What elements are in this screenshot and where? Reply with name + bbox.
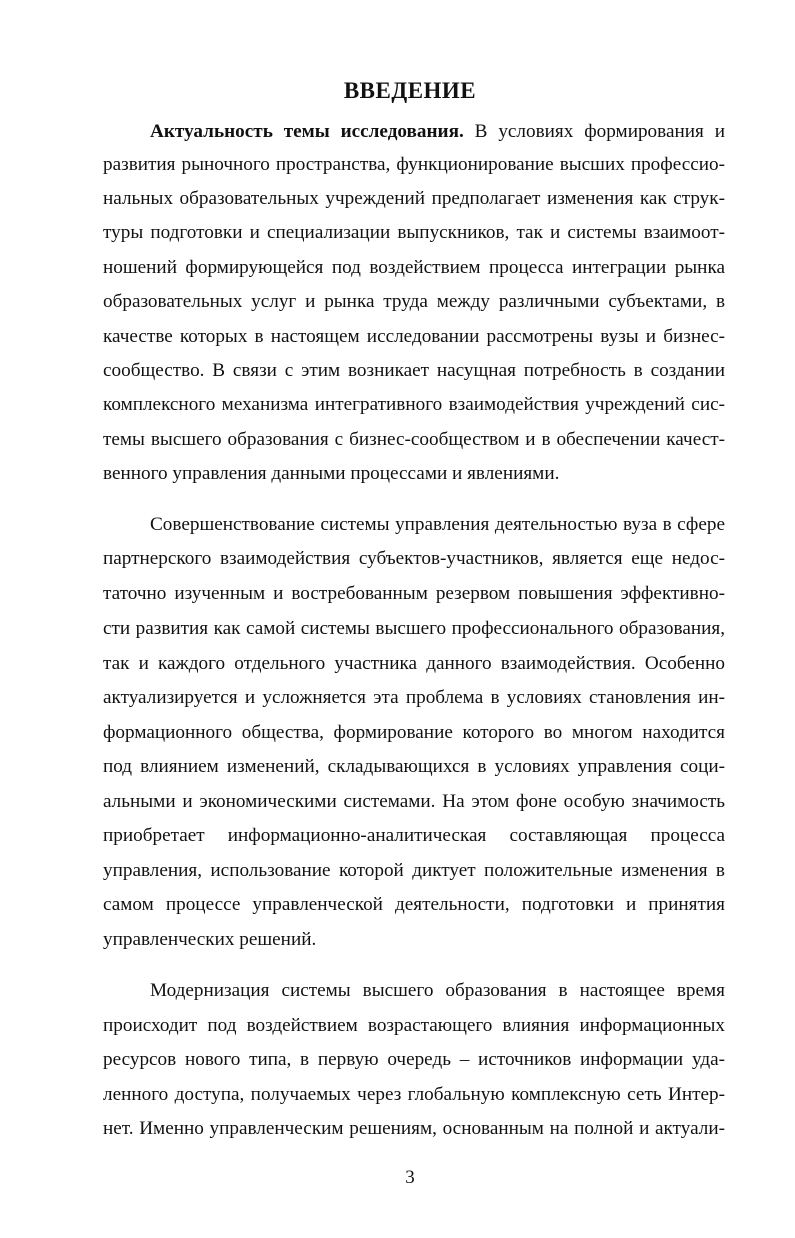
paragraph-1-line-3: нальных образовательных учреждений предполагает изменения как струк-	[103, 188, 725, 209]
paragraph-3-line-5: нет. Именно управленческим решениям, основанным на полной и актуали-	[103, 1118, 725, 1139]
paragraph-1-bold-lead: Актуальность темы исследования.	[150, 121, 464, 142]
paragraph-2-line-7: формационного общества, формирование которого во многом находится	[103, 722, 725, 743]
paragraph-1-line-9: комплексного механизма интегративного взаимодействия учреждений сис-	[103, 394, 725, 415]
paragraph-2-line-4: сти развития как самой системы высшего профессионального образования,	[103, 618, 725, 639]
paragraph-2-line-13: управленческих решений.	[103, 929, 317, 950]
paragraph-1-line-1-rest: В условиях формирования и	[463, 121, 725, 142]
paragraph-1-line-1	[150, 120, 725, 144]
paragraph-2-line-2: партнерского взаимодействия субъектов-участников, является еще недос-	[103, 548, 725, 569]
paragraph-2-line-8: под влиянием изменений, складывающихся в условиях управления соци-	[103, 756, 725, 777]
paragraph-1-line-5: ношений формирующейся под воздействием процесса интеграции рынка	[103, 257, 725, 278]
paragraph-1-line-2: развития рыночного пространства, функционирование высших профессио-	[103, 154, 725, 175]
paragraph-3-line-1: Модернизация системы высшего образования в настоящее время	[150, 980, 725, 1001]
paragraph-1-line-11: венного управления данными процессами и явлениями.	[103, 463, 560, 484]
paragraph-2-line-5: так и каждого отдельного участника данного взаимодействия. Особенно	[103, 653, 725, 674]
paragraph-2-line-1: Совершенствование системы управления деятельностью вуза в сфере	[150, 514, 725, 535]
paragraph-2-line-10: приобретает информационно-аналитическая составляющая процесса	[103, 825, 725, 846]
paragraph-1-line-7: качестве которых в настоящем исследовании рассмотрены вузы и бизнес-	[103, 326, 725, 347]
paragraph-2-line-3: таточно изученным и востребованным резервом повышения эффективно-	[103, 583, 725, 604]
paragraph-2-line-9: альными и экономическими системами. На этом фоне особую значимость	[103, 791, 725, 812]
paragraph-2-line-12: самом процессе управленческой деятельности, подготовки и принятия	[103, 894, 725, 915]
paragraph-1-line-8: сообщество. В связи с этим возникает насущная потребность в создании	[103, 360, 725, 381]
page-heading: ВВЕДЕНИЕ	[343, 78, 477, 103]
paragraph-1-line-6: образовательных услуг и рынка труда между различными субъектами, в	[103, 291, 725, 312]
paragraph-3-line-3: ресурсов нового типа, в первую очередь – источников информации уда-	[103, 1049, 725, 1070]
paragraph-3-line-4: ленного доступа, получаемых через глобальную комплексную сеть Интер-	[103, 1084, 725, 1105]
paragraph-3-line-2: происходит под воздействием возрастающего влияния информационных	[103, 1015, 725, 1036]
page-number: 3	[405, 1167, 415, 1188]
paragraph-2-line-6: актуализируется и усложняется эта проблема в условиях становления ин-	[103, 687, 725, 708]
paragraph-2-line-11: управления, использование которой диктует положительные изменения в	[103, 860, 725, 881]
paragraph-1-line-10: темы высшего образования с бизнес-сообществом и в обеспечении качест-	[103, 429, 725, 450]
paragraph-1-line-4: туры подготовки и специализации выпускников, так и системы взаимоот-	[103, 222, 725, 243]
